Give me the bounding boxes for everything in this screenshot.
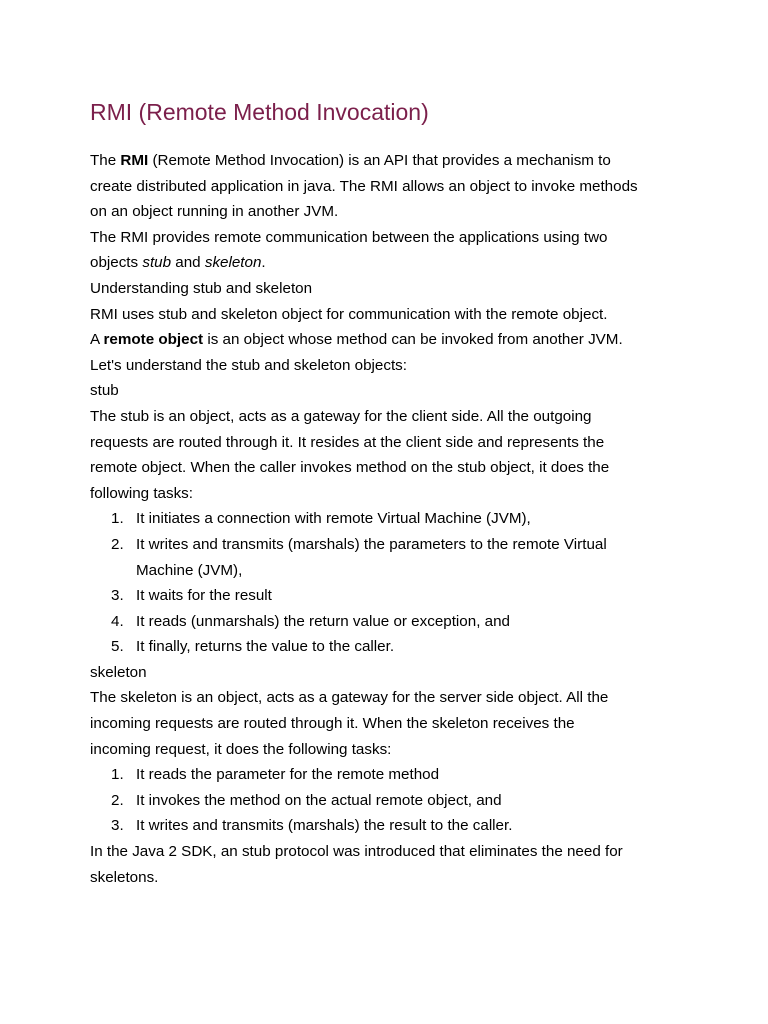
- comm-line-1: The RMI provides remote communication between the applications using two: [90, 228, 608, 246]
- list-item: [90, 506, 690, 532]
- intro-line-3: on an object running in another JVM.: [90, 203, 339, 221]
- skeleton-heading: skeleton: [90, 663, 147, 681]
- list-item-text: It finally, returns the value to the caller.: [136, 638, 395, 656]
- list-item: [90, 813, 690, 839]
- list-item: [90, 609, 690, 635]
- document-page: [90, 94, 690, 890]
- stub-heading: stub: [90, 382, 119, 400]
- stub-line: following tasks:: [90, 484, 193, 502]
- intro-paragraph: [90, 148, 690, 225]
- intro-line-1: [90, 148, 690, 174]
- stub-line: The stub is an object, acts as a gateway for the client side. All the outgoing: [90, 407, 592, 425]
- skeleton-line: incoming request, it does the following tasks:: [90, 740, 392, 758]
- uses-line: RMI uses stub and skeleton object for communication with the remote object.: [90, 305, 608, 323]
- understanding-heading: Understanding stub and skeleton: [90, 279, 313, 297]
- list-number: 4.: [111, 612, 124, 630]
- list-item-text: Machine (JVM),: [136, 561, 243, 579]
- comm-line-2: [90, 250, 690, 276]
- skeleton-line: incoming requests are routed through it. When the skeleton receives the: [90, 715, 575, 733]
- skeleton-italic: skeleton: [204, 254, 262, 272]
- list-item-text: It initiates a connection with remote Virtual Machine (JVM),: [136, 510, 531, 528]
- list-item: [90, 634, 690, 660]
- intro-line-2: create distributed application in java. The RMI allows an object to invoke methods: [90, 177, 638, 195]
- list-item-text: It invokes the method on the actual remote object, and: [136, 791, 502, 809]
- list-item-text: It waits for the result: [136, 587, 272, 605]
- remote-object-bold: remote object: [103, 331, 204, 349]
- list-item: [90, 532, 690, 558]
- communication-paragraph: [90, 225, 690, 276]
- list-number: 2.: [111, 535, 124, 553]
- comm-text: and: [171, 254, 205, 272]
- list-item-text: It reads (unmarshals) the return value or exception, and: [136, 612, 510, 630]
- rmi-bold: RMI: [120, 152, 149, 169]
- list-item-continuation: [90, 558, 690, 584]
- comm-text: .: [261, 254, 266, 272]
- list-item-text: It reads the parameter for the remote method: [136, 766, 440, 784]
- list-item: [90, 583, 690, 609]
- intro-text: The: [90, 152, 121, 169]
- list-number: 3.: [111, 817, 124, 835]
- remote-object-text: is an object whose method can be invoked from another JVM.: [203, 331, 623, 349]
- list-number: 1.: [111, 766, 124, 784]
- stub-line: requests are routed through it. It resides at the client side and represents the: [90, 433, 605, 451]
- page-title: RMI (Remote Method Invocation): [90, 99, 429, 125]
- list-item: [90, 788, 690, 814]
- closing-line-1: In the Java 2 SDK, an stub protocol was introduced that eliminates the need for: [90, 843, 623, 861]
- comm-text: objects: [90, 254, 143, 272]
- lets-understand-line: Let's understand the stub and skeleton objects:: [90, 356, 407, 374]
- intro-text: (Remote Method Invocation) is an API that provides a mechanism to: [148, 152, 611, 169]
- stub-line: remote object. When the caller invokes method on the stub object, it does the: [90, 459, 610, 477]
- remote-object-text: A: [90, 331, 104, 349]
- skeleton-line: The skeleton is an object, acts as a gateway for the server side object. All the: [90, 689, 609, 707]
- list-number: 1.: [111, 510, 124, 528]
- list-number: 5.: [111, 638, 124, 656]
- list-item-text: It writes and transmits (marshals) the result to the caller.: [136, 817, 513, 835]
- stub-task-list: [90, 506, 690, 660]
- stub-paragraph: [90, 404, 690, 506]
- remote-object-line: [90, 327, 690, 353]
- list-number: 2.: [111, 791, 124, 809]
- list-item-text: It writes and transmits (marshals) the parameters to the remote Virtual: [136, 535, 607, 553]
- skeleton-paragraph: [90, 685, 690, 762]
- list-item: [90, 762, 690, 788]
- list-number: 3.: [111, 587, 124, 605]
- stub-italic: stub: [142, 254, 172, 272]
- closing-paragraph: [90, 839, 690, 890]
- skeleton-task-list: [90, 762, 690, 839]
- closing-line-2: skeletons.: [90, 868, 159, 886]
